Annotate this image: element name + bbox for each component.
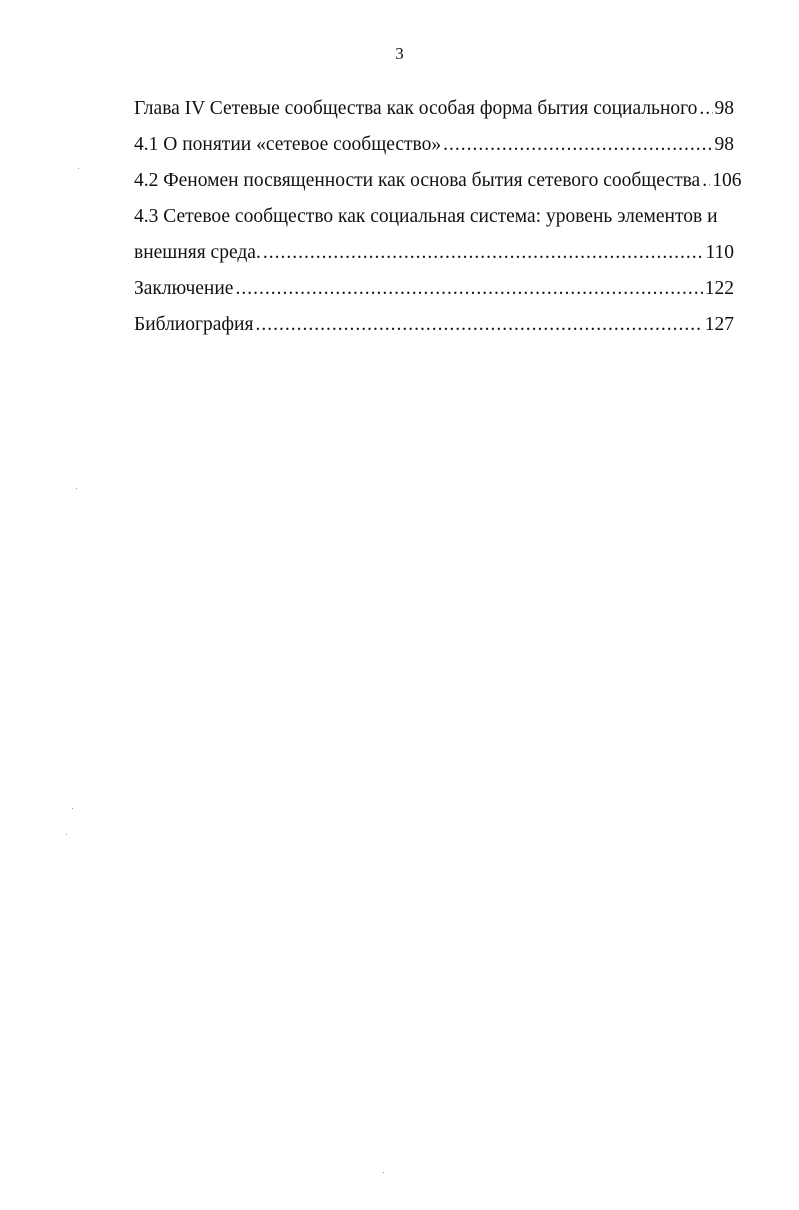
toc-entry-title: 4.3 Сетевое сообщество как социальная система: уровень элементов и <box>134 206 718 227</box>
toc-entry-page: 122 <box>704 278 734 299</box>
toc-entry-title: внешняя среда. <box>134 242 261 263</box>
toc-entry-page: 106 <box>712 170 742 191</box>
scan-speck <box>78 168 79 169</box>
toc-dot-leader <box>255 312 702 338</box>
toc-entry-page: 110 <box>705 242 734 263</box>
toc-dot-leader <box>699 96 712 122</box>
toc-entry-4-1 <box>134 132 734 168</box>
scan-speck <box>66 834 67 835</box>
toc-entry-title: Глава IV Сетевые сообщества как особая форма бытия социального <box>134 98 698 119</box>
toc-dot-leader <box>702 168 710 194</box>
table-of-contents <box>134 96 742 348</box>
toc-dot-leader <box>443 132 712 158</box>
page-number: 3 <box>395 44 404 63</box>
toc-dot-leader <box>235 276 702 302</box>
toc-entry-title: Библиография <box>134 314 254 335</box>
toc-entry-title: Заключение <box>134 278 234 299</box>
toc-entry-conclusion <box>134 276 734 312</box>
scan-speck <box>72 808 73 809</box>
toc-entry-title: 4.2 Феномен посвященности как основа бытия сетевого сообщества <box>134 170 701 191</box>
toc-entry-title: 4.1 О понятии «сетевое сообщество» <box>134 134 442 155</box>
toc-entry-4-3-line-1 <box>134 204 734 240</box>
toc-entry-bibliography <box>134 312 734 348</box>
toc-entry-chapter-4 <box>134 96 734 132</box>
toc-entry-page: 98 <box>714 134 734 155</box>
toc-dot-leader <box>263 240 704 266</box>
toc-entry-page: 98 <box>714 98 734 119</box>
scan-speck <box>383 1172 384 1173</box>
toc-entry-page: 127 <box>704 314 734 335</box>
toc-entry-4-3-line-2 <box>134 240 734 276</box>
scan-speck <box>76 488 77 489</box>
toc-entry-4-2 <box>134 168 742 204</box>
